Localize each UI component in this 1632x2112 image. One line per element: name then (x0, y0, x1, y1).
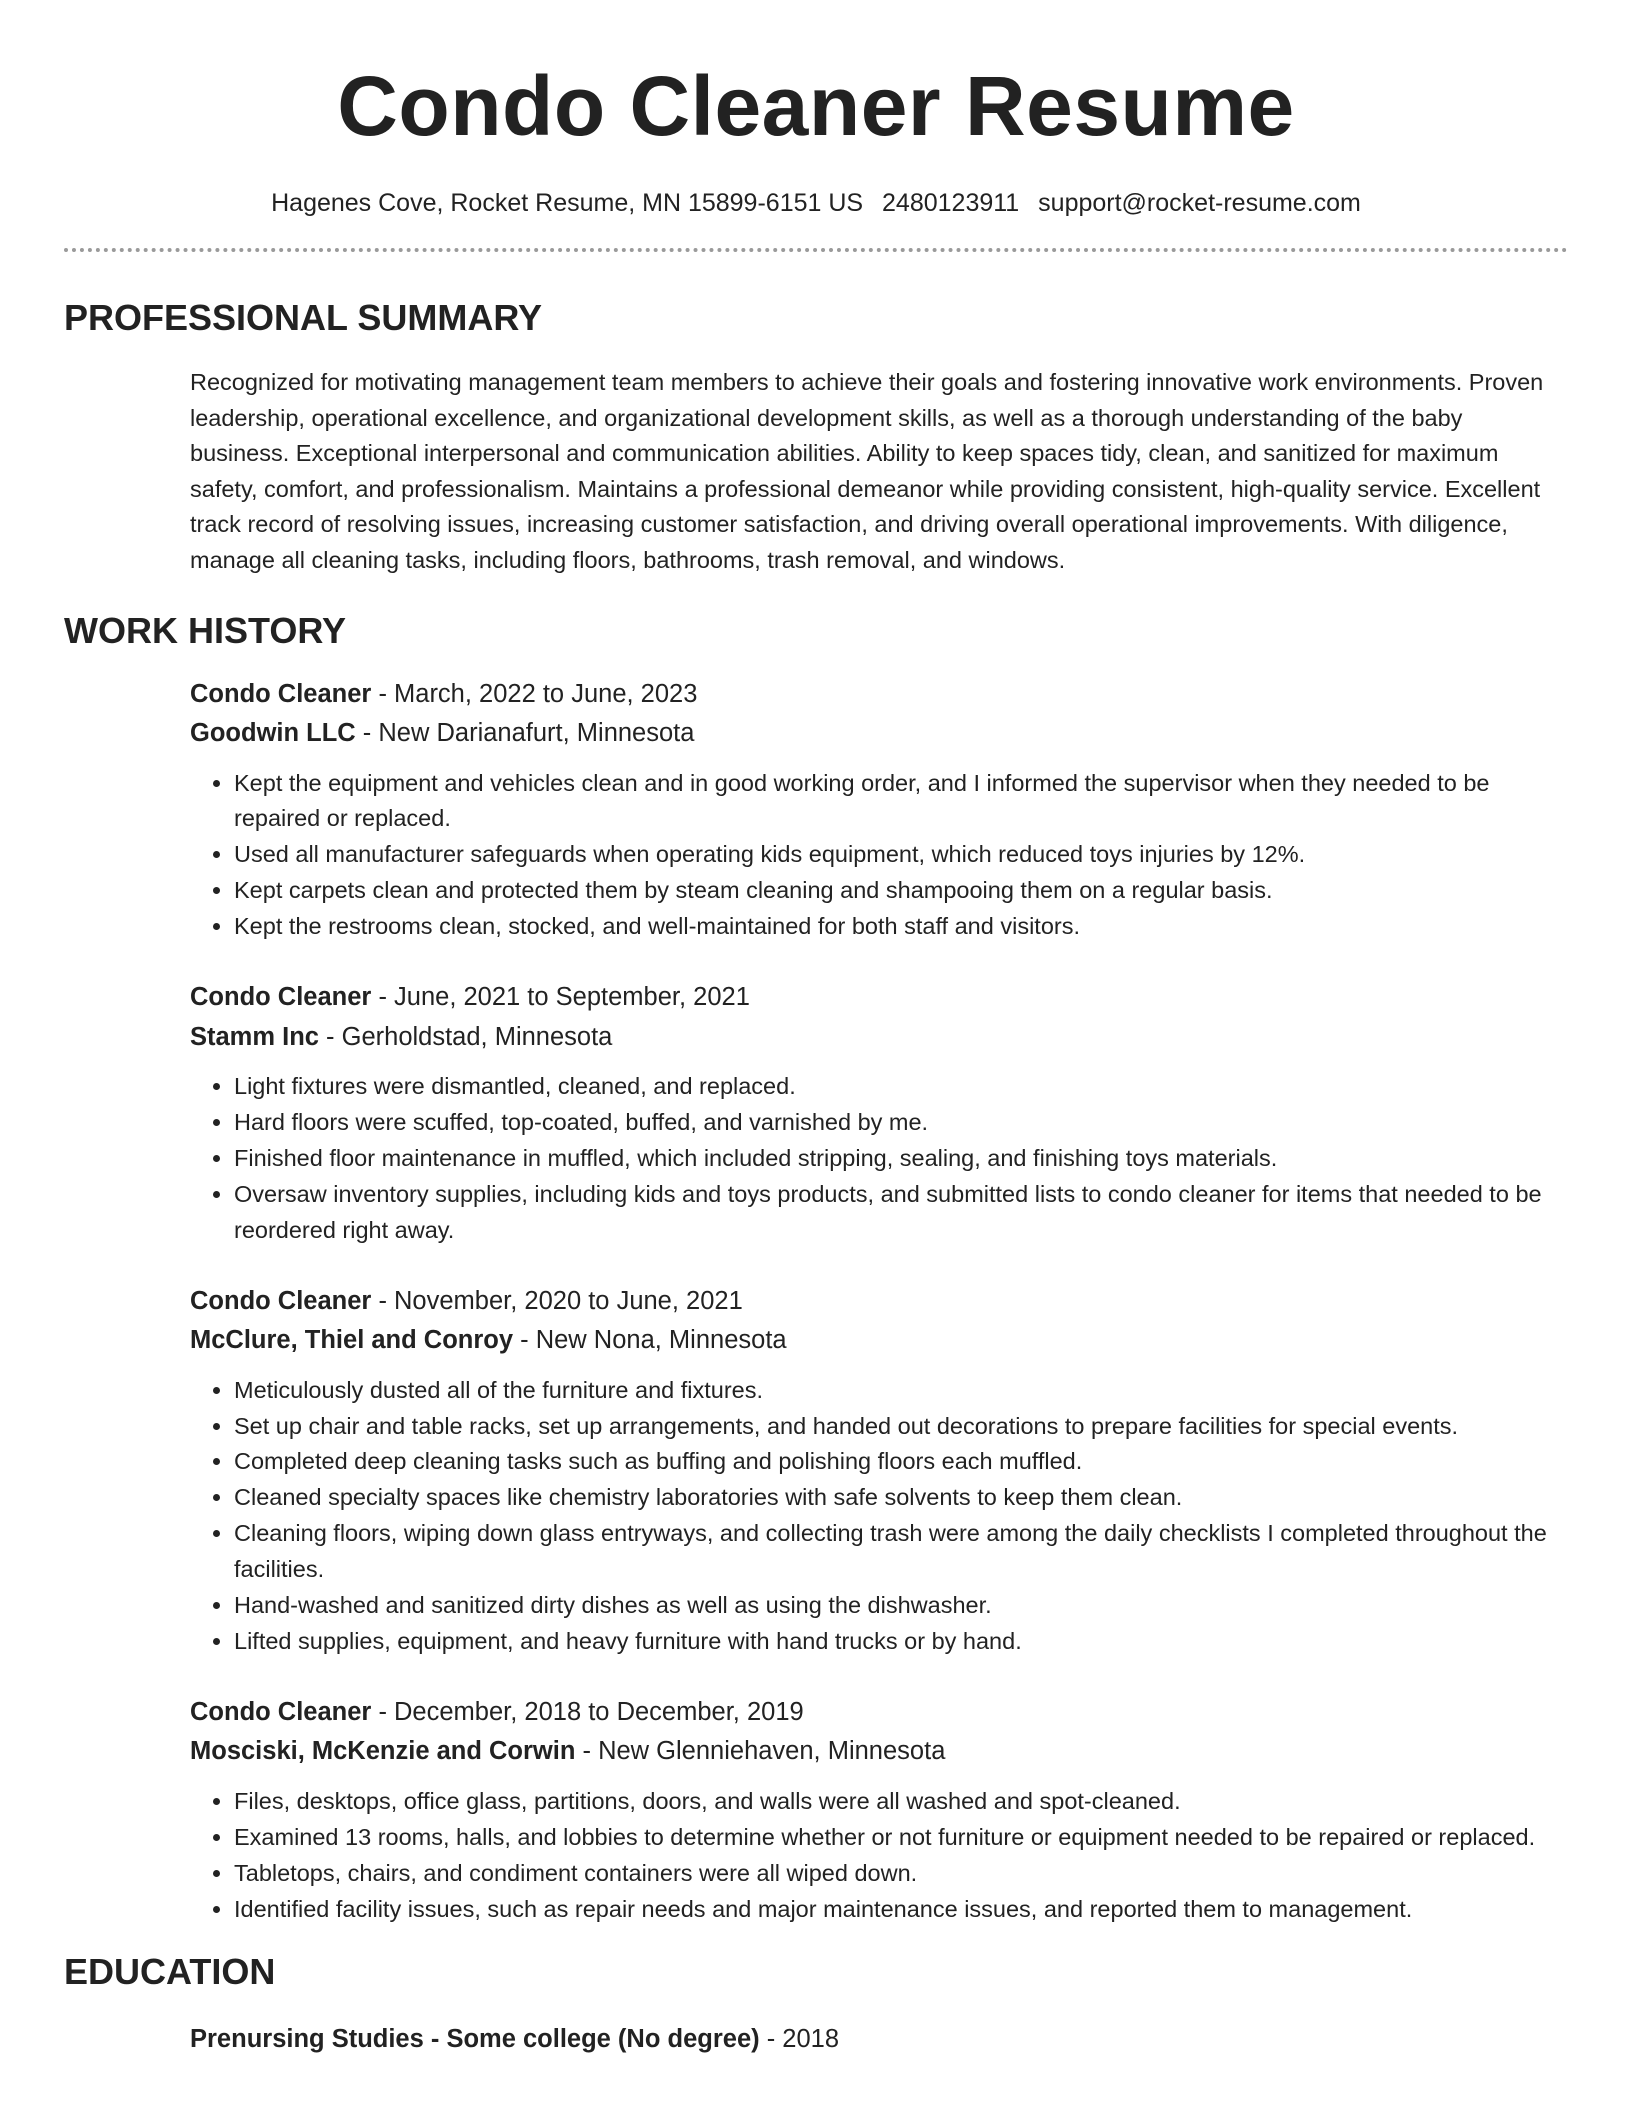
job-bullet: • Light fixtures were dismantled, cleaned, and replaced. (234, 1069, 1568, 1105)
job-bullet: • Set up chair and table racks, set up arrangements, and handed out decorations to prepare facilities for special events. (234, 1409, 1568, 1445)
work-history-section (64, 609, 1568, 1928)
job-title: Condo Cleaner (190, 679, 372, 708)
contact-address: Hagenes Cove, Rocket Resume, MN 15899-6151 US (271, 189, 864, 217)
job-title-line (190, 1282, 1568, 1322)
job-company: Goodwin LLC (190, 719, 356, 748)
job-entry (190, 1693, 1568, 1928)
contact-phone: 2480123911 (882, 189, 1020, 217)
job-title: Condo Cleaner (190, 1286, 372, 1315)
job-bullet: • Cleaned specialty spaces like chemistry laboratories with safe solvents to keep them clean. (234, 1480, 1568, 1516)
job-company: Stamm Inc (190, 1022, 319, 1051)
summary-heading: PROFESSIONAL SUMMARY (64, 297, 543, 338)
job-bullets (190, 1373, 1568, 1660)
job-location: - Gerholdstad, Minnesota (318, 1022, 613, 1051)
job-dates: - June, 2021 to September, 2021 (371, 983, 750, 1012)
job-bullet: • Identified facility issues, such as repair needs and major maintenance issues, and reported them to management. (234, 1892, 1568, 1928)
resume-title: Condo Cleaner Resume (337, 59, 1295, 153)
job-bullets (190, 1069, 1568, 1249)
job-title: Condo Cleaner (190, 1697, 372, 1726)
job-dates: - March, 2022 to June, 2023 (371, 679, 698, 708)
job-bullet: • Cleaning floors, wiping down glass entryways, and collecting trash were among the daily checklists I completed throughout the facilities. (234, 1516, 1568, 1588)
job-company-line (190, 714, 1568, 754)
job-location: - New Nona, Minnesota (513, 1326, 787, 1355)
education-entry (190, 2020, 1568, 2060)
job-bullet: • Hand-washed and sanitized dirty dishes as well as using the dishwasher. (234, 1588, 1568, 1624)
job-company: McClure, Thiel and Conroy (190, 1326, 514, 1355)
header-divider (64, 248, 1568, 252)
summary-text: Recognized for motivating management team members to achieve their goals and fostering innovative work environments. Proven leadership, operational excellence, and organizational development skills, as well as a thorough understanding of the baby business. Exceptional interpersonal and communication abilities. Ability to keep spaces tidy, clean, and sanitized for maximum safety, comfort, and professionalism. Maintains a professional demeanor while providing consistent, high-quality service. Excellent track record of resolving issues, increasing customer satisfaction, and driving overall operational improvements. With diligence, manage all cleaning tasks, including floors, bathrooms, trash removal, and windows. (190, 369, 1544, 573)
job-bullet: • Hard floors were scuffed, top-coated, buffed, and varnished by me. (234, 1105, 1568, 1141)
contact-email: support@rocket-resume.com (1038, 189, 1361, 217)
job-bullets (190, 1784, 1568, 1928)
job-entry (190, 978, 1568, 1249)
job-bullet: • Kept carpets clean and protected them by steam cleaning and shampooing them on a regular basis. (234, 873, 1568, 909)
education-heading: EDUCATION (64, 1950, 276, 1992)
contact-line (64, 186, 1568, 220)
job-company-line (190, 1732, 1568, 1772)
job-bullet: • Tabletops, chairs, and condiment containers were all wiped down. (234, 1856, 1568, 1892)
professional-summary-section (64, 296, 1568, 579)
job-bullet: • Files, desktops, office glass, partitions, doors, and walls were all washed and spot-cleaned. (234, 1784, 1568, 1820)
job-bullet: • Completed deep cleaning tasks such as buffing and polishing floors each muffled. (234, 1444, 1568, 1480)
job-title-line (190, 675, 1568, 715)
education-degree: Prenursing Studies - Some college (No degree) (190, 2024, 760, 2053)
job-company-line (190, 1321, 1568, 1361)
job-location: - New Glenniehaven, Minnesota (575, 1737, 946, 1766)
job-dates: - December, 2018 to December, 2019 (371, 1697, 804, 1726)
job-bullet: • Kept the equipment and vehicles clean and in good working order, and I informed the supervisor when they needed to be repaired or replaced. (234, 766, 1568, 838)
job-location: - New Darianafurt, Minnesota (355, 719, 695, 748)
job-bullet: • Examined 13 rooms, halls, and lobbies to determine whether or not furniture or equipment needed to be repaired or replaced. (234, 1820, 1568, 1856)
job-bullets (190, 766, 1568, 946)
education-year: - 2018 (759, 2024, 840, 2053)
job-bullet: • Meticulously dusted all of the furniture and fixtures. (234, 1373, 1568, 1409)
resume-header (64, 0, 1568, 252)
job-bullet: • Finished floor maintenance in muffled, which included stripping, sealing, and finishing toys materials. (234, 1141, 1568, 1177)
job-title: Condo Cleaner (190, 983, 372, 1012)
job-entry (190, 675, 1568, 946)
job-title-line (190, 978, 1568, 1018)
job-company-line (190, 1018, 1568, 1058)
job-entry (190, 1282, 1568, 1660)
job-dates: - November, 2020 to June, 2021 (371, 1286, 743, 1315)
job-title-line (190, 1693, 1568, 1733)
job-bullet: • Lifted supplies, equipment, and heavy furniture with hand trucks or by hand. (234, 1624, 1568, 1660)
job-company: Mosciski, McKenzie and Corwin (190, 1737, 576, 1766)
job-bullet: • Kept the restrooms clean, stocked, and well-maintained for both staff and visitors. (234, 909, 1568, 945)
job-bullet: • Used all manufacturer safeguards when operating kids equipment, which reduced toys injuries by 12%. (234, 837, 1568, 873)
work-history-heading: WORK HISTORY (64, 609, 347, 651)
job-bullet: • Oversaw inventory supplies, including kids and toys products, and submitted lists to condo cleaner for items that needed to be reordered right away. (234, 1177, 1568, 1249)
education-section (64, 1950, 1568, 2060)
